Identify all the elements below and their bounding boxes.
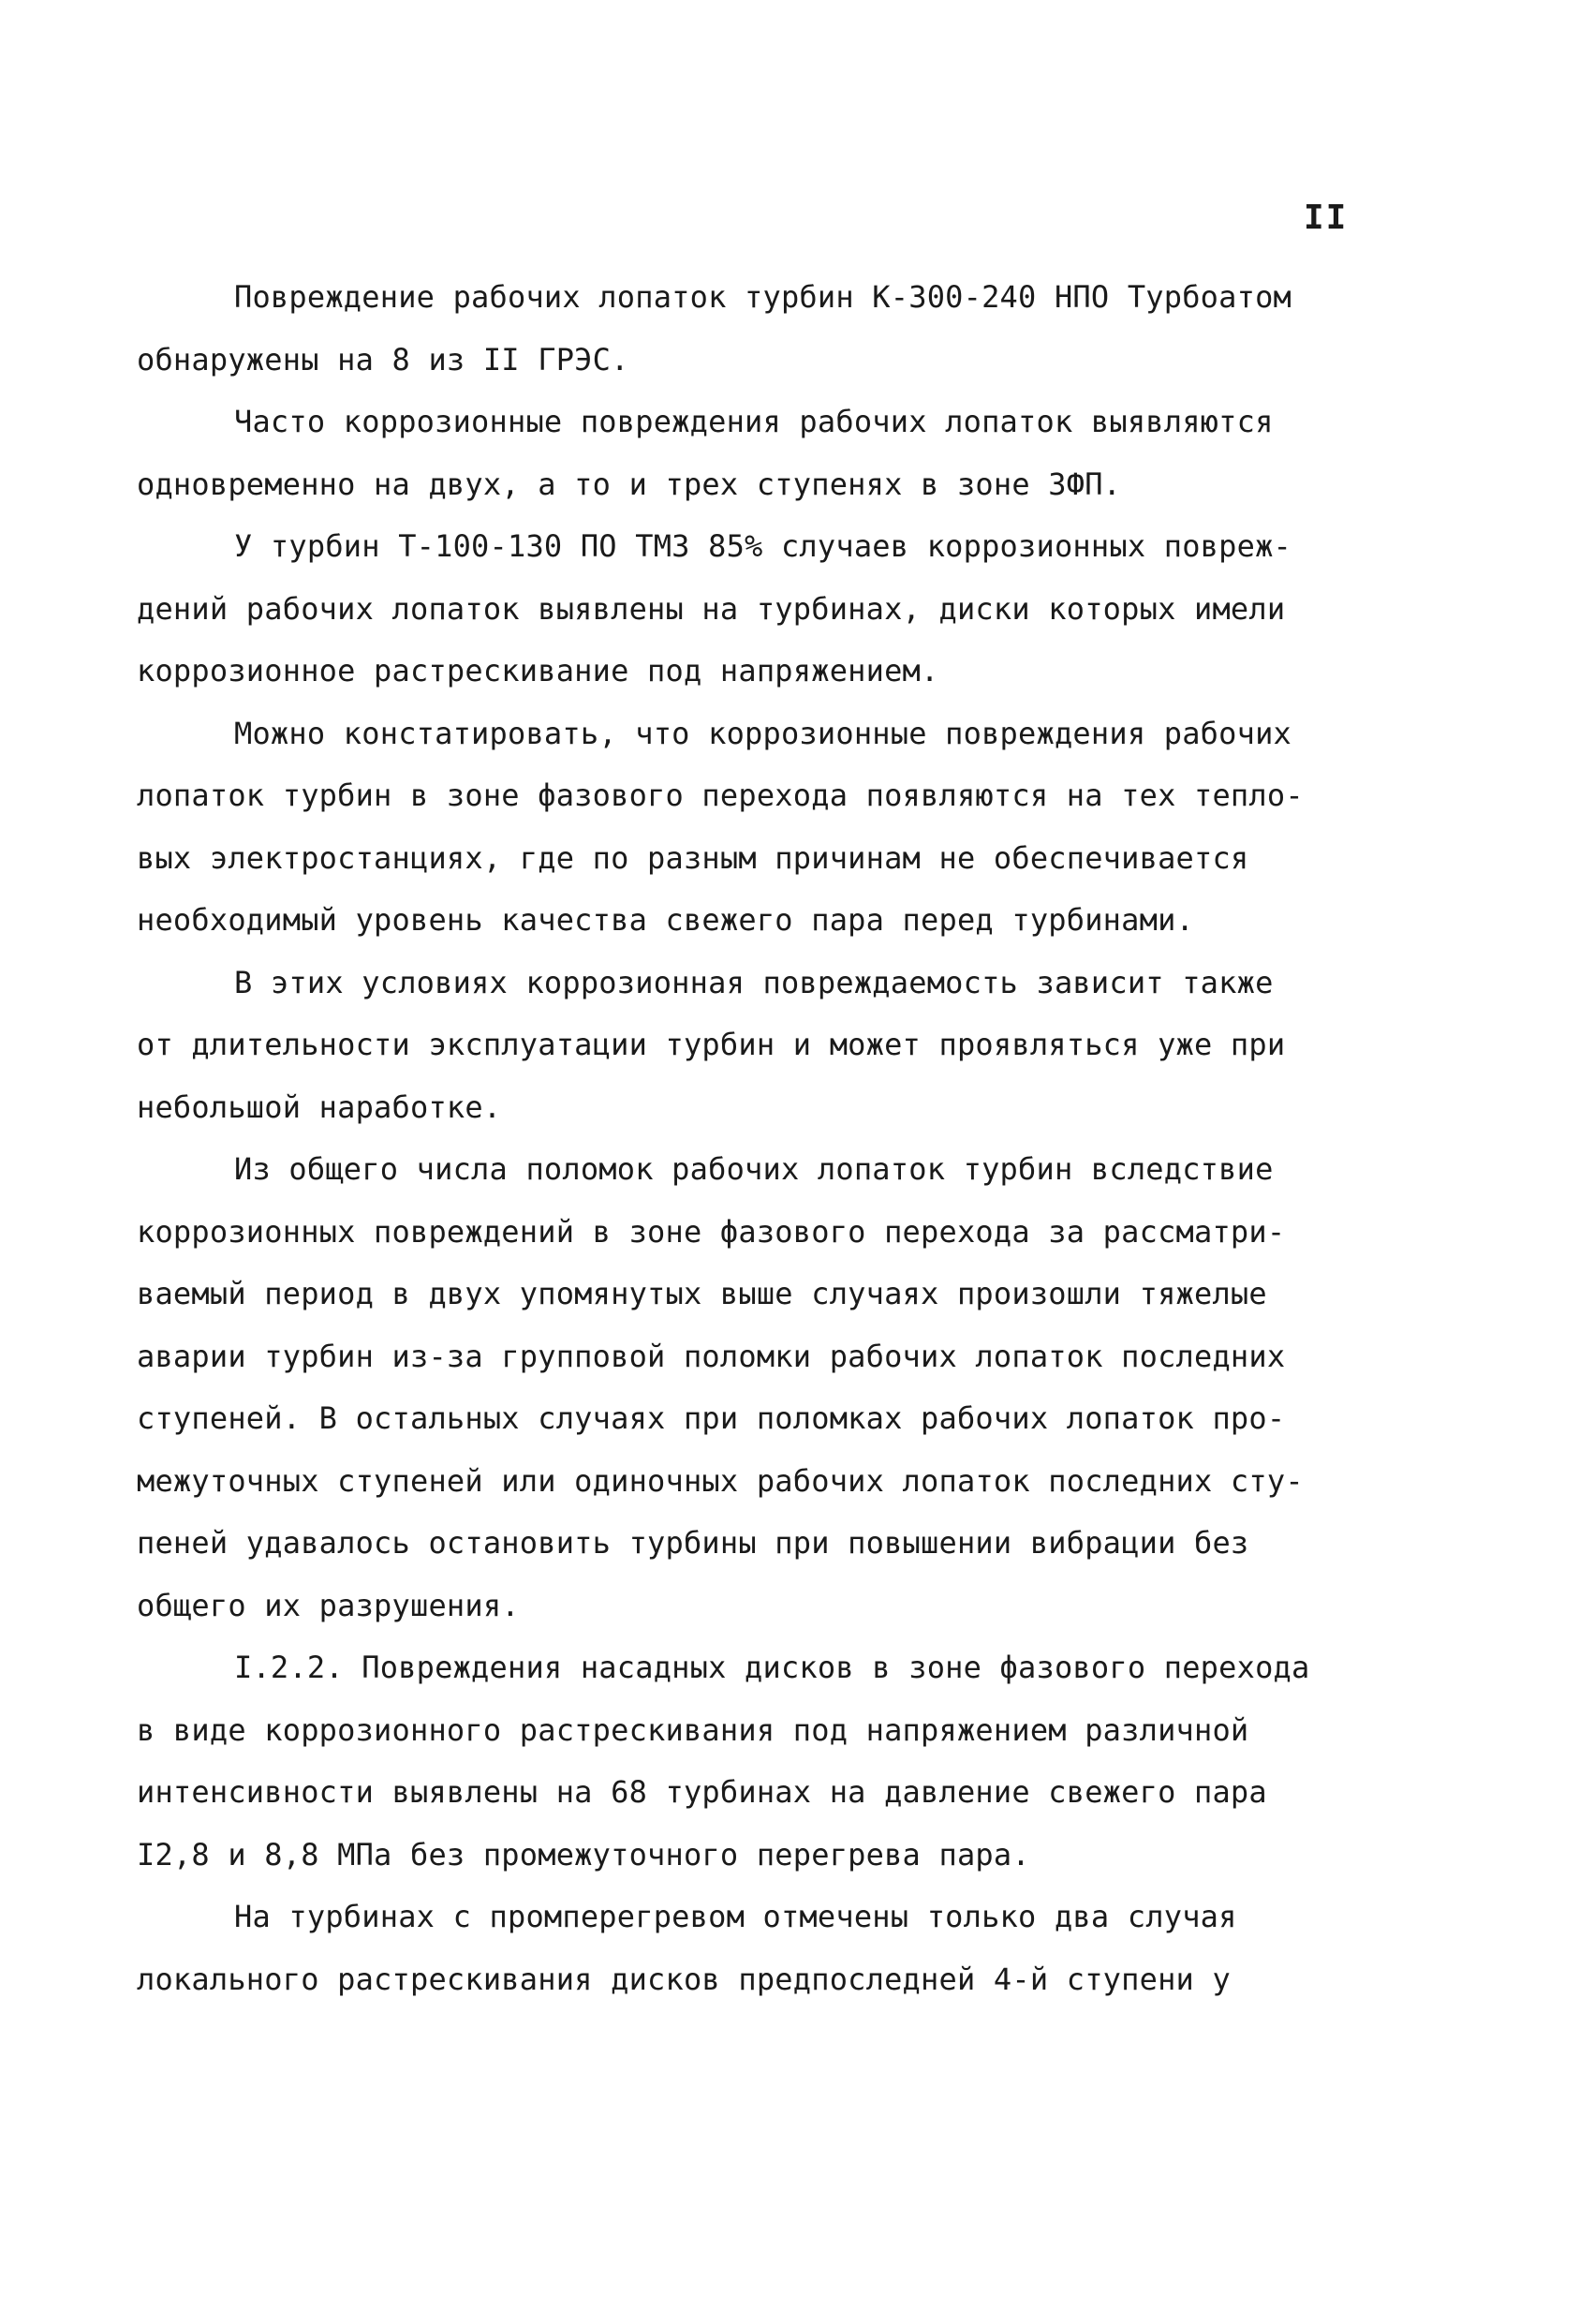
text-line: локального растрескивания дисков предпоследней 4-й ступени у bbox=[137, 1961, 1231, 1997]
body-text bbox=[137, 266, 1364, 2010]
text-line: интенсивности выявлены на 68 турбинах на давление свежего пара bbox=[137, 1774, 1267, 1810]
text-line: I.2.2. Повреждения насадных дисков в зоне фазового перехода bbox=[234, 1650, 1310, 1685]
text-line: коррозионное растрескивание под напряжением. bbox=[137, 653, 939, 688]
text-line: В этих условиях коррозионная повреждаемость зависит также bbox=[234, 964, 1274, 1000]
text-line: ваемый период в двух упомянутых выше случаях произошли тяжелые bbox=[137, 1276, 1267, 1311]
text-line: ступеней. В остальных случаях при поломках рабочих лопаток про- bbox=[137, 1400, 1286, 1436]
text-line: Часто коррозионные повреждения рабочих лопаток выявляются bbox=[234, 404, 1274, 439]
text-line: от длительности эксплуатации турбин и может проявляться уже при bbox=[137, 1027, 1286, 1062]
text-line: Из общего числа поломок рабочих лопаток турбин вследствие bbox=[234, 1151, 1274, 1187]
page-number: II bbox=[1304, 199, 1349, 237]
text-line: У турбин Т-100-130 ПО ТМЗ 85% случаев коррозионных повреж- bbox=[234, 528, 1292, 564]
text-line: обнаружены на 8 из II ГРЭС. bbox=[137, 341, 629, 377]
text-line: одновременно на двух, а то и трех ступенях в зоне ЗФП. bbox=[137, 466, 1122, 502]
text-line: общего их разрушения. bbox=[137, 1587, 520, 1623]
text-line: вых электростанциях, где по разным причинам не обеспечивается bbox=[137, 839, 1249, 876]
text-line: На турбинах с промперегревом отмечены только два случая bbox=[234, 1899, 1237, 1934]
text-line: необходимый уровень качества свежего пара перед турбинами. bbox=[137, 902, 1195, 938]
text-line: в виде коррозионного растрескивания под напряжением различной bbox=[137, 1711, 1249, 1748]
text-line: коррозионных повреждений в зоне фазового перехода за рассматри- bbox=[137, 1213, 1286, 1250]
text-line: Можно констатировать, что коррозионные повреждения рабочих bbox=[234, 715, 1292, 751]
text-line: аварии турбин из-за групповой поломки рабочих лопаток последних bbox=[137, 1338, 1286, 1374]
text-line: пеней удавалось остановить турбины при повышении вибрации без bbox=[137, 1525, 1249, 1561]
text-line: I2,8 и 8,8 МПа без промежуточного перегрева пара. bbox=[137, 1836, 1030, 1873]
text-line: небольшой наработке. bbox=[137, 1088, 502, 1125]
text-line: Повреждение рабочих лопаток турбин К-300-240 НПО Турбоатом bbox=[234, 279, 1292, 315]
text-line: межуточных ступеней или одиночных рабочих лопаток последних сту- bbox=[137, 1462, 1304, 1499]
text-line: дений рабочих лопаток выявлены на турбинах, диски которых имели bbox=[137, 590, 1286, 627]
text-line: лопаток турбин в зоне фазового перехода появляются на тех тепло- bbox=[137, 777, 1304, 813]
